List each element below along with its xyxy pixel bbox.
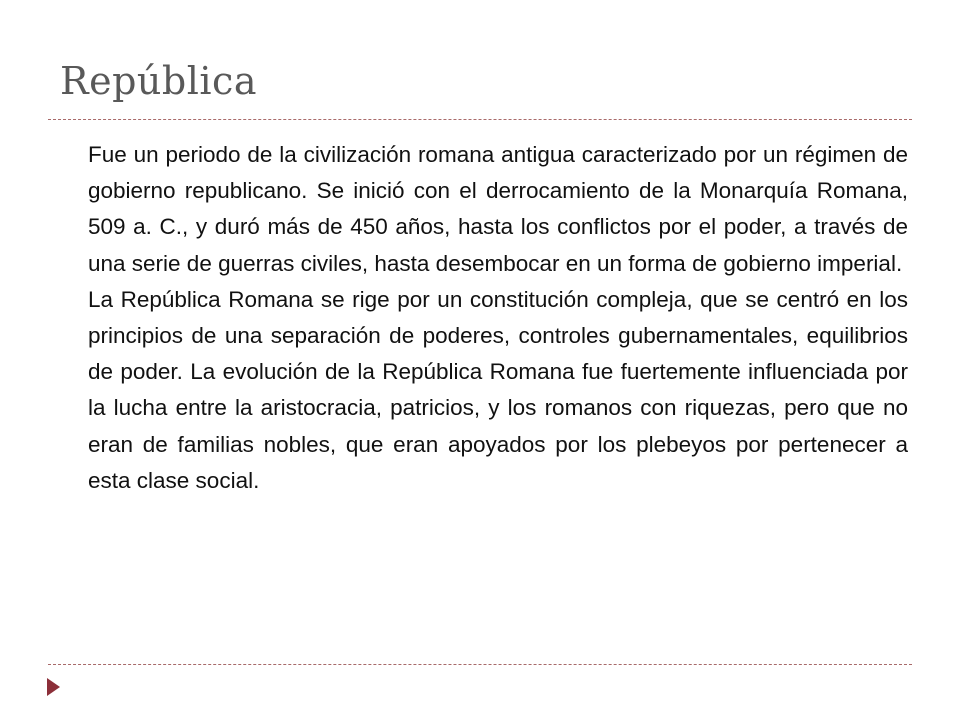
slide-body [88,137,908,499]
body-paragraph-2: La República Romana se rige por un constitución compleja, que se centró en los principios de una separación de poderes, controles gubernamentales, equilibrios de poder. La evolución de la República Romana fue fuertemente influenciada por la lucha entre la aristocracia, patricios, y los romanos con riquezas, pero que no eran de familias nobles, que eran apoyados por los plebeyos por pertenecer a esta clase social. [88,286,908,493]
slide-title: República [60,59,257,103]
title-divider [48,119,912,120]
body-paragraph-1: Fue un periodo de la civilización romana antigua caracterizado por un régimen de gobierno republicano. Se inició con el derrocamiento de la Monarquía Romana, 509 a. C., y duró más de 450 años, hasta los conflictos por el poder, a través de una serie de guerras civiles, hasta desembocar en un forma de gobierno imperial. [88,142,908,276]
triangle-bullet-icon [47,678,60,696]
bottom-divider [48,664,912,665]
